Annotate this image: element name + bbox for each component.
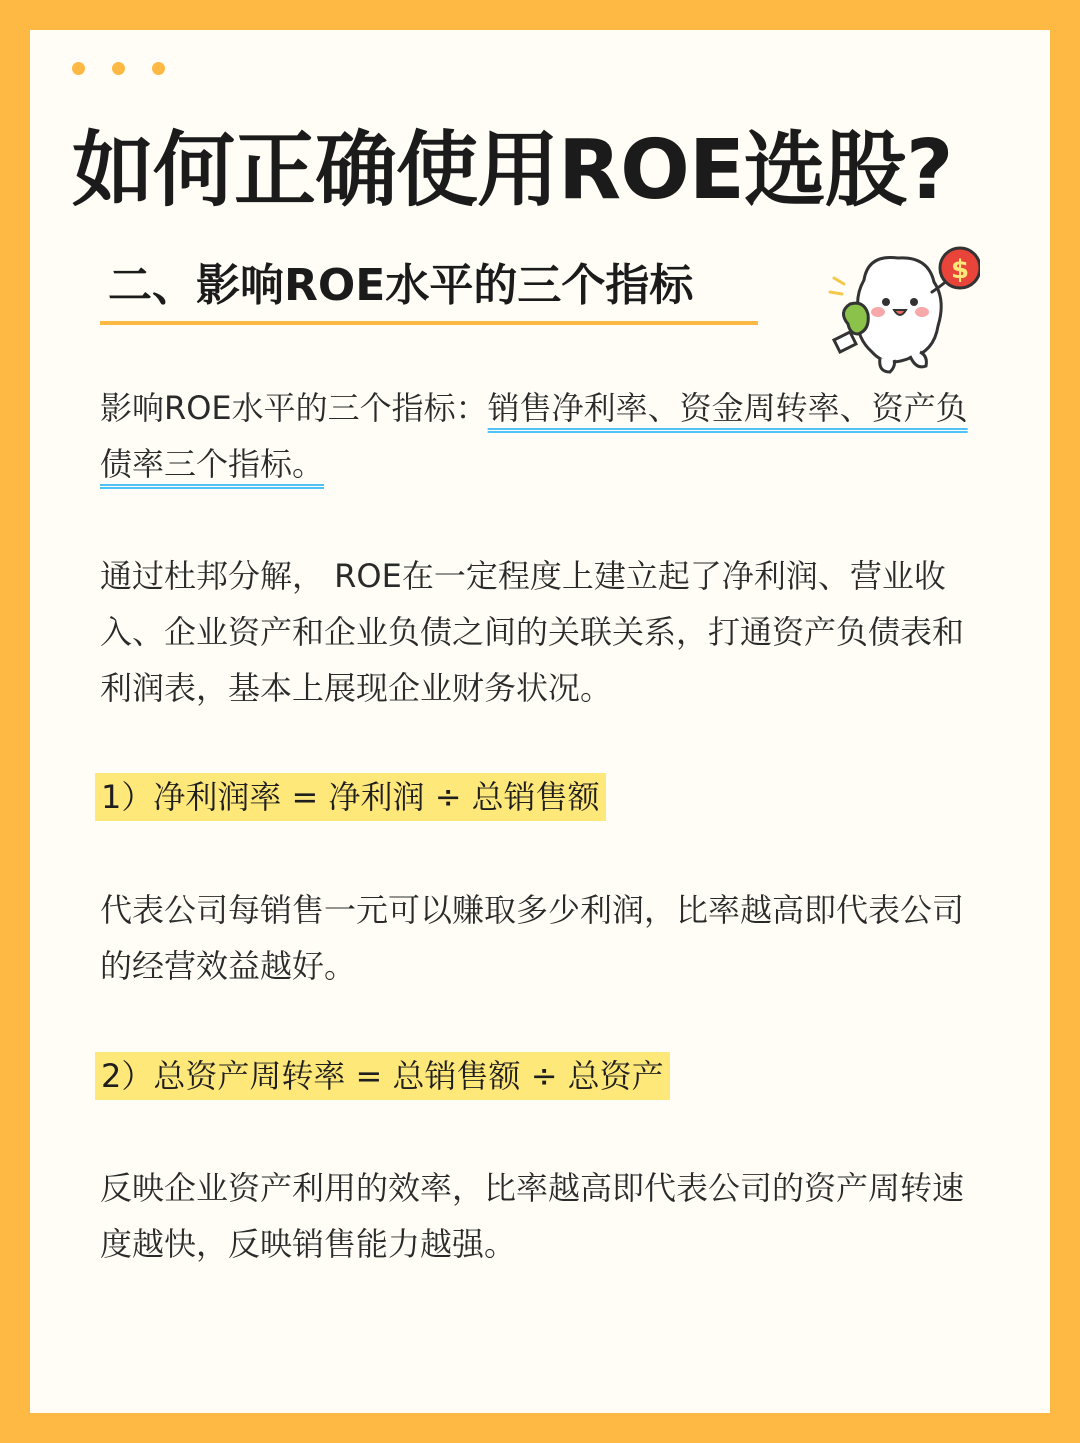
coin-label: $ — [950, 255, 970, 285]
dot-icon — [112, 62, 125, 75]
formula-net-margin: 1）净利润率 = 净利润 ÷ 总销售额 — [95, 773, 606, 821]
mascot-icon — [820, 240, 980, 390]
page-title: 如何正确使用ROE选股? — [72, 123, 953, 218]
formula-asset-turnover: 2）总资产周转率 = 总销售额 ÷ 总资产 — [95, 1052, 670, 1100]
intro-paragraph — [100, 380, 990, 492]
section-heading: 二、影响ROE水平的三个指标 — [100, 258, 758, 325]
formula2-description: 反映企业资产利用的效率，比率越高即代表公司的资产周转速度越快，反映销售能力越强。 — [100, 1169, 965, 1263]
content-card — [30, 30, 1050, 1413]
dot-icon — [152, 62, 165, 75]
intro-prefix: 影响ROE水平的三个指标： — [100, 389, 488, 427]
dupont-paragraph: 通过杜邦分解， ROE在一定程度上建立起了净利润、营业收入、企业资产和企业负债之间的关联关系，打通资产负债表和利润表，基本上展现企业财务状况。 — [100, 557, 965, 707]
dot-icon — [72, 62, 85, 75]
formula1-description: 代表公司每销售一元可以赚取多少利润，比率越高即代表公司的经营效益越好。 — [100, 891, 965, 985]
window-dots — [72, 62, 165, 75]
intro-highlight: 销售净利率、资金周转率、资产负债率三个指标。 — [100, 389, 968, 483]
